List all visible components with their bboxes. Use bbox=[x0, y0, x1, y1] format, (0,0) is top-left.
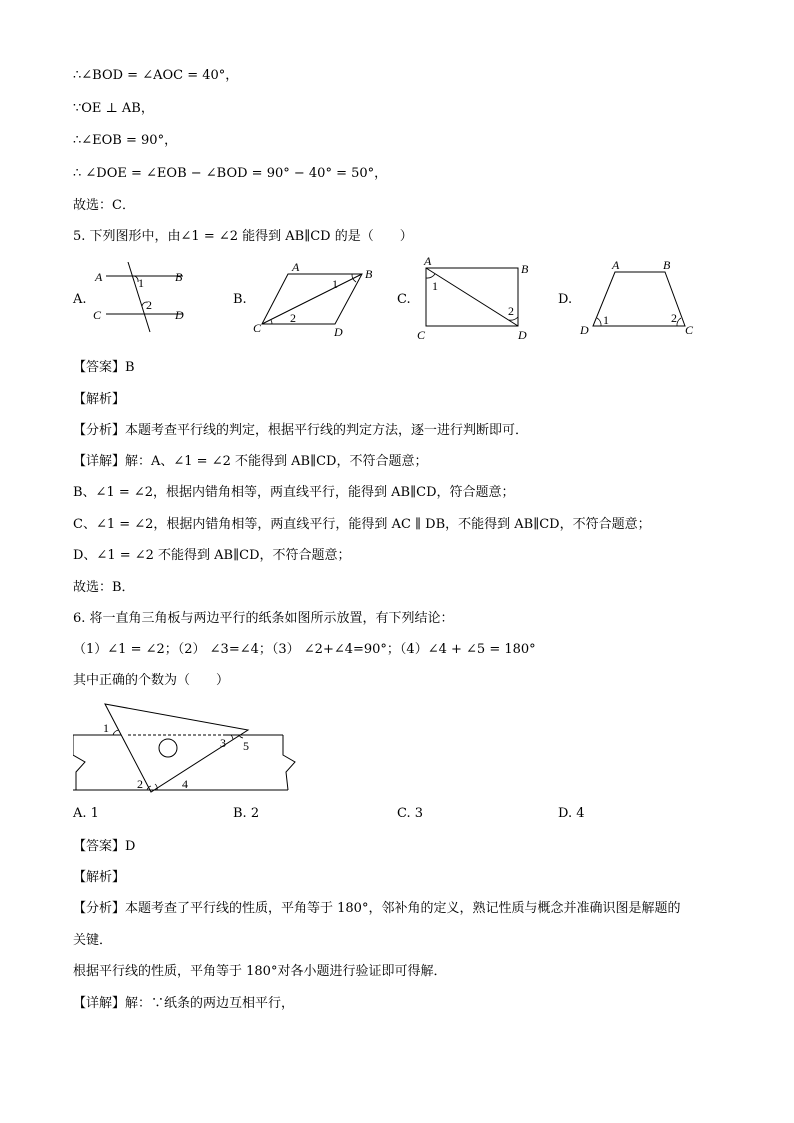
fig-b-label-c: C bbox=[253, 321, 262, 335]
q5-analysis: 【分析】本题考查平行线的判定，根据平行线的判定方法，逐一进行判断即可． bbox=[73, 423, 529, 438]
q6-angle-2: 2 bbox=[137, 777, 143, 791]
fig-d-label-c: C bbox=[685, 323, 694, 337]
fig-b-label-d: D bbox=[334, 325, 343, 339]
q5-option-d-label: D. bbox=[558, 292, 573, 307]
q6-analysis-line-1: 【分析】本题考查了平行线的性质，平角等于 180°，邻补角的定义，熟记性质与概念并准确识图是解题的 bbox=[73, 901, 681, 916]
q5-option-b-label: B. bbox=[233, 292, 247, 307]
fig-d-label-b: B bbox=[663, 258, 671, 272]
q6-analysis-heading: 【解析】 bbox=[73, 870, 126, 885]
question-6-ask: 其中正确的个数为（ ） bbox=[73, 673, 230, 688]
q5-figure-a bbox=[88, 262, 198, 346]
q5-detail-b: B、∠1 = ∠2，根据内错角相等，两直线平行，能得到 AB∥CD，符合题意； bbox=[73, 485, 515, 500]
question-6-stem: 6. 将一直角三角板与两边平行的纸条如图所示放置，有下列结论： bbox=[73, 611, 454, 626]
q5-select: 故选：B． bbox=[73, 580, 135, 595]
q6-angle-5: 5 bbox=[243, 739, 249, 753]
fig-a-label-a: A bbox=[95, 270, 103, 284]
q5-figure-b bbox=[250, 260, 380, 344]
q5-analysis-heading: 【解析】 bbox=[73, 392, 126, 407]
q5-detail-a: 【详解】解：A、∠1 = ∠2 不能得到 AB∥CD，不符合题意； bbox=[73, 454, 428, 469]
q6-figure bbox=[73, 700, 303, 804]
question-6-statements: （1）∠1 = ∠2；（2） ∠3=∠4；（3） ∠2+∠4=90°；（4）∠4 + ∠5 = 180° bbox=[73, 642, 536, 657]
fig-a-label-d: D bbox=[175, 308, 184, 322]
q5-detail-c: C、∠1 = ∠2，根据内错角相等，两直线平行，能得到 AC ∥ DB，不能得到 AB∥CD，不符合题意； bbox=[73, 517, 651, 532]
q6-answer: 【答案】D bbox=[73, 839, 136, 854]
fig-a-label-b: B bbox=[175, 270, 183, 284]
fig-d-label-a: A bbox=[612, 258, 620, 272]
fig-b-angle-1: 1 bbox=[332, 277, 338, 291]
q6-option-b: B. 2 bbox=[233, 806, 260, 821]
fig-b-angle-2: 2 bbox=[290, 311, 296, 325]
q5-option-c-label: C. bbox=[397, 292, 411, 307]
proof-line-4: ∴ ∠DOE = ∠EOB − ∠BOD = 90° − 40° = 50°， bbox=[73, 166, 388, 181]
fig-a-angle-2: 2 bbox=[146, 298, 152, 312]
fig-d-label-d: D bbox=[580, 323, 589, 337]
fig-d-angle-2: 2 bbox=[671, 311, 677, 325]
q6-general: 根据平行线的性质，平角等于 180°对各小题进行验证即可得解． bbox=[73, 964, 447, 979]
answer-select-prev: 故选：C． bbox=[73, 198, 135, 213]
fig-a-angle-1: 1 bbox=[138, 276, 144, 290]
q6-angle-3: 3 bbox=[220, 736, 226, 750]
q6-option-d: D. 4 bbox=[558, 806, 585, 821]
q5-option-a-label: A. bbox=[73, 292, 87, 307]
fig-a-label-c: C bbox=[93, 308, 102, 322]
question-5-stem: 5. 下列图形中，由∠1 = ∠2 能得到 AB∥CD 的是（ ） bbox=[73, 229, 413, 244]
fig-c-angle-2: 2 bbox=[508, 304, 514, 318]
fig-c-angle-1: 1 bbox=[432, 279, 438, 293]
q5-figure-c bbox=[414, 254, 539, 348]
q5-detail-d: D、∠1 = ∠2 不能得到 AB∥CD，不符合题意； bbox=[73, 548, 351, 563]
fig-c-label-c: C bbox=[417, 328, 426, 342]
proof-line-3: ∴∠EOB = 90°， bbox=[73, 133, 178, 148]
q5-answer: 【答案】B bbox=[73, 360, 135, 375]
q6-angle-1: 1 bbox=[103, 721, 109, 735]
q6-option-c: C. 3 bbox=[397, 806, 424, 821]
proof-line-2: ∵OE ⊥ AB， bbox=[73, 101, 154, 116]
fig-c-label-a: A bbox=[424, 254, 432, 268]
fig-b-label-a: A bbox=[292, 260, 300, 274]
fig-b-label-b: B bbox=[365, 267, 373, 281]
q5-figure-d bbox=[575, 258, 700, 342]
q6-analysis-line-2: 关键． bbox=[73, 933, 113, 948]
fig-c-label-b: B bbox=[521, 262, 529, 276]
q6-option-a: A. 1 bbox=[73, 806, 99, 821]
proof-line-1: ∴∠BOD = ∠AOC = 40°， bbox=[73, 68, 239, 83]
fig-c-label-d: D bbox=[518, 328, 527, 342]
q6-detail: 【详解】解：∵纸条的两边互相平行， bbox=[73, 996, 295, 1011]
fig-d-angle-1: 1 bbox=[603, 313, 609, 327]
q6-angle-4: 4 bbox=[182, 777, 188, 791]
